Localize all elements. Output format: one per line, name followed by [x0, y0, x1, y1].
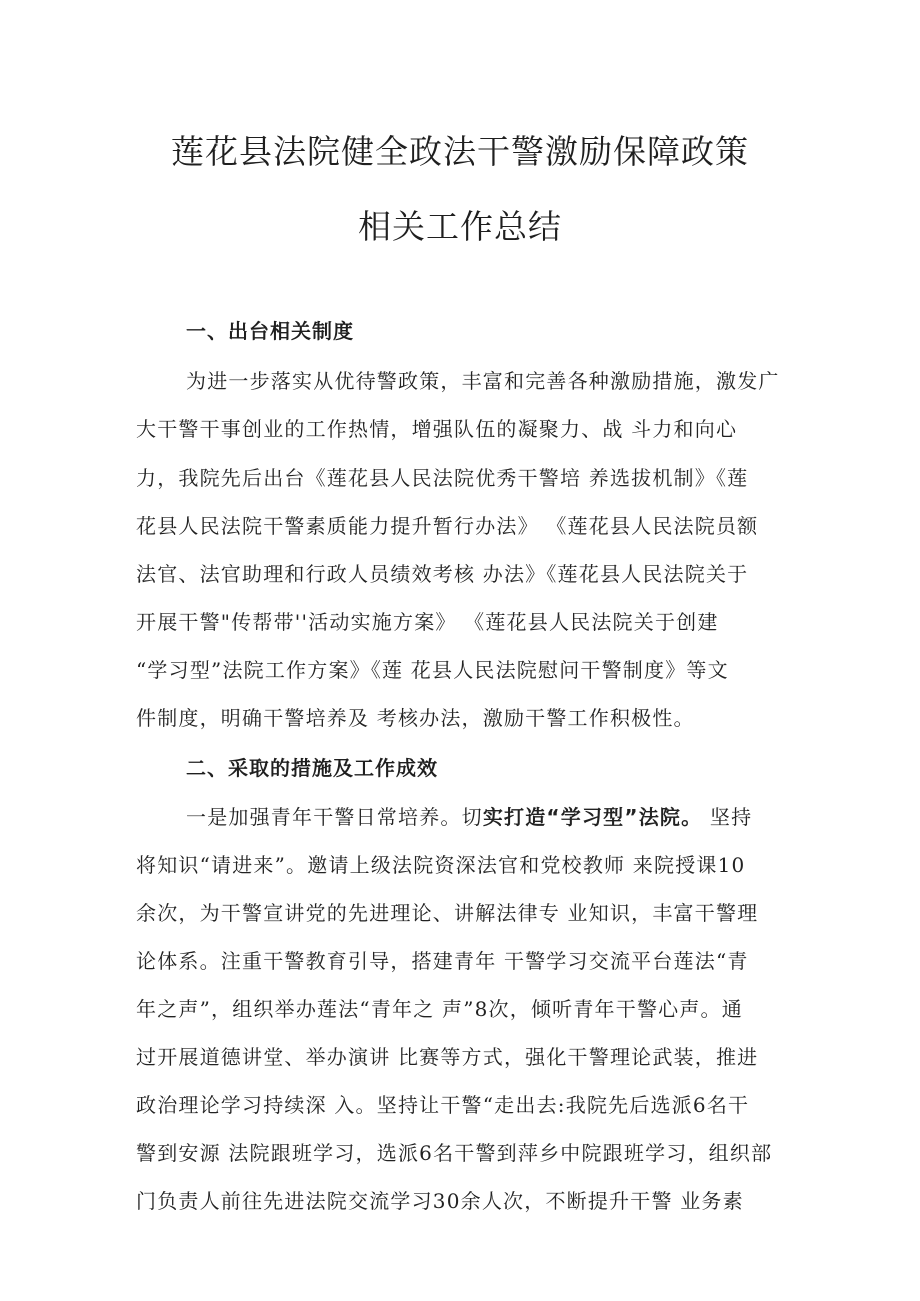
section-2-first-line — [186, 802, 752, 832]
section-1-paragraph-line: 大干警干事创业的工作热情，增强队伍的凝聚力、战 斗力和向心 — [136, 417, 738, 441]
section-2-first-line-normal: 一是加强青年干警日常培养。切 — [186, 805, 483, 829]
section-1-paragraph-line: 件制度，明确干警培养及 考核办法，激励干警工作积极性。 — [136, 706, 695, 730]
section-2-first-line-tail: 坚持 — [702, 805, 753, 829]
section-2-paragraph-line: 门负责人前往先进法院交流学习30余人次，不断提升干警 业务素 — [136, 1189, 744, 1213]
document-title-line-1: 莲花县法院健全政法干警激励保障政策 — [171, 132, 749, 171]
section-1-heading: 一、出台相关制度 — [186, 319, 354, 343]
section-2-first-line-bold: 实打造“学习型”法院。 — [482, 805, 703, 829]
section-1-paragraph-line: 力，我院先后出台《莲花县人民法院优秀干警培 养选拔机制》《莲 — [136, 466, 749, 490]
document-title-line-2: 相关工作总结 — [358, 207, 562, 246]
section-1-paragraph-line: 为进一步落实从优待警政策，丰富和完善各种激励措施，激发广 — [186, 369, 780, 393]
section-2-heading: 二、采取的措施及工作成效 — [186, 756, 438, 780]
section-2-paragraph-line: 政治理论学习持续深 入。坚持让干警“走出去:我院先后选派6名干 — [136, 1093, 750, 1117]
section-2-paragraph-line: 过开展道德讲堂、举办演讲 比赛等方式，强化干警理论武装，推进 — [136, 1045, 759, 1069]
section-2-paragraph-line: 年之声”，组织举办莲法“青年之 声”8次，倾听青年干警心声。通 — [136, 997, 743, 1021]
section-1-paragraph-line: “学习型”法院工作方案》《莲 花县人民法院慰问干警制度》等文 — [136, 658, 729, 682]
section-2-paragraph-line: 将知识“请进来”。邀请上级法院资深法官和党校教师 来院授课10 — [136, 853, 746, 877]
section-1-paragraph-line: 开展干警"传帮带''活动实施方案》 《莲花县人民法院关于创建 — [136, 610, 719, 634]
section-1-paragraph-line: 花县人民法院干警素质能力提升暂行办法》 《莲花县人民法院员额 — [136, 514, 759, 538]
section-2-paragraph-line: 论体系。注重干警教育引导，搭建青年 干警学习交流平台莲法“青 — [136, 949, 749, 973]
section-2-paragraph-line: 警到安源 法院跟班学习，选派6名干警到萍乡中院跟班学习，组织部 — [136, 1141, 773, 1165]
section-1-paragraph-line: 法官、法官助理和行政人员绩效考核 办法》《莲花县人民法院关于 — [136, 562, 749, 586]
section-2-paragraph-line: 余次，为干警宣讲党的先进理论、讲解法律专 业知识，丰富干警理 — [136, 901, 759, 925]
